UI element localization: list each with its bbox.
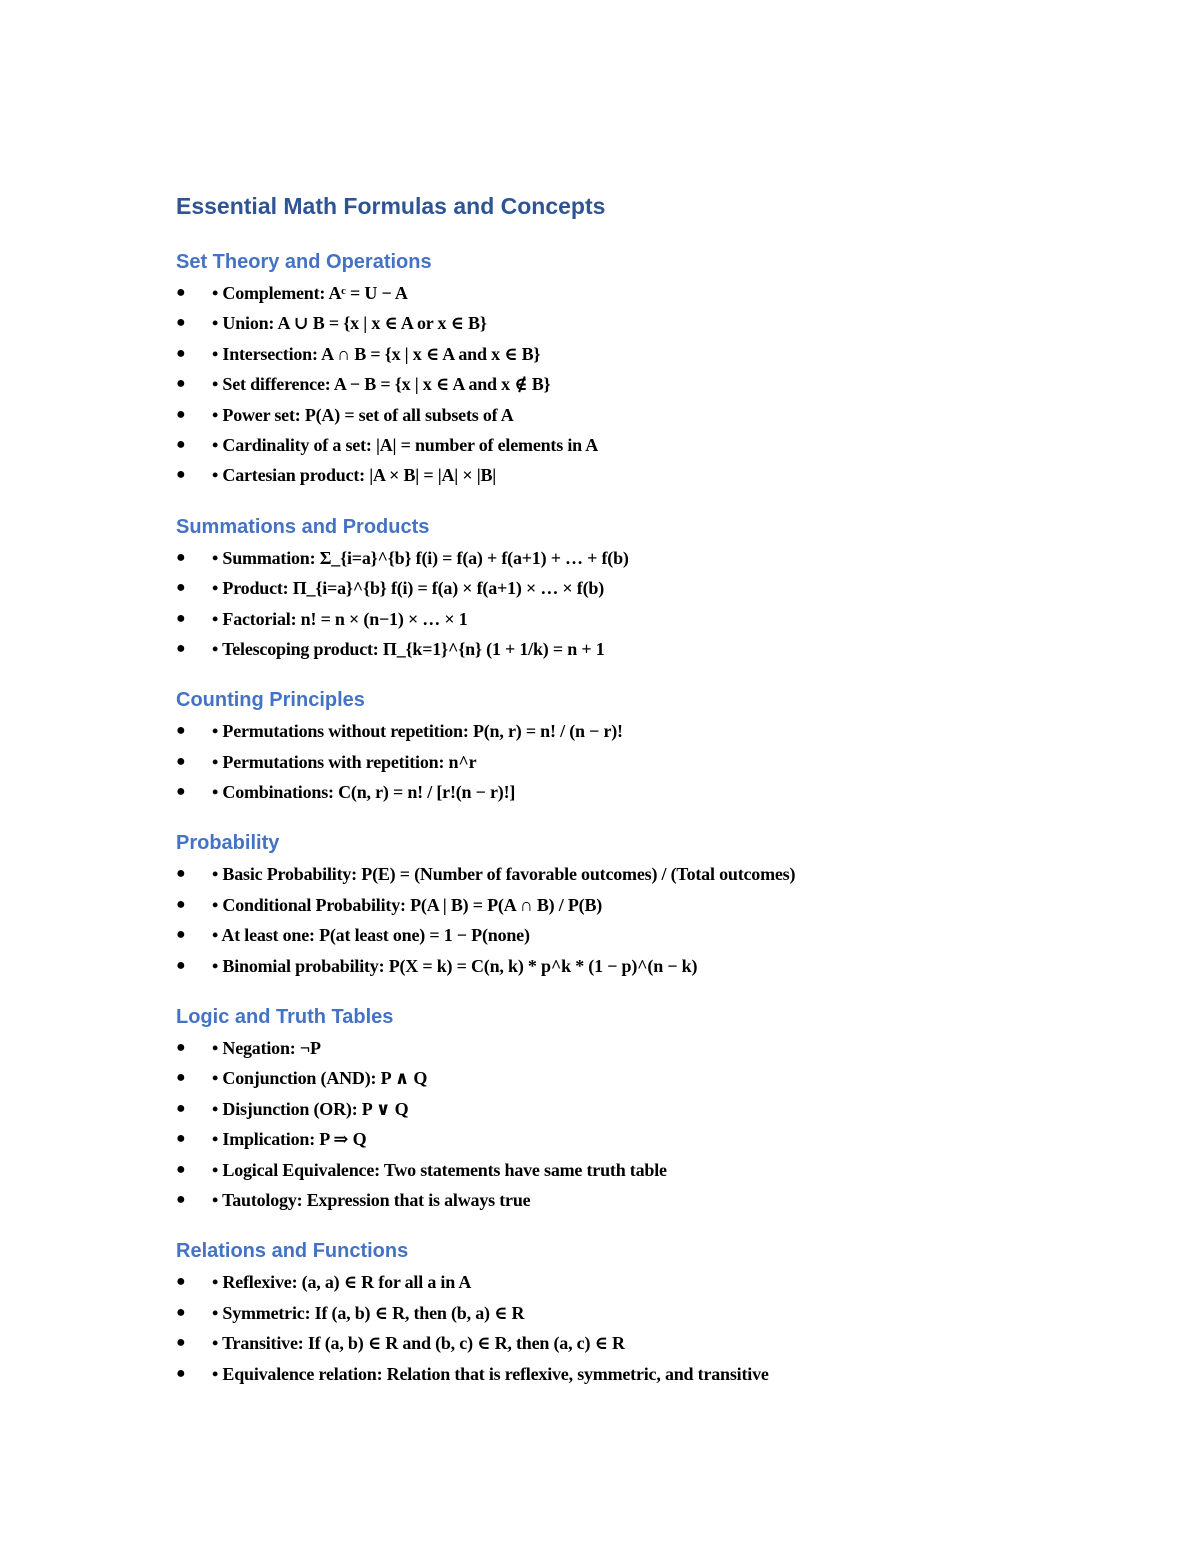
bullet-icon: ● <box>176 1099 186 1117</box>
bullet-icon: ● <box>176 1334 186 1352</box>
list-item-text: • Reflexive: (a, a) ∈ R for all a in A <box>212 1272 472 1293</box>
section-set-theory <box>176 246 1076 491</box>
formula-list <box>176 1033 1076 1215</box>
list-item <box>176 430 1076 460</box>
bullet-icon: ● <box>176 926 186 944</box>
list-item <box>176 278 1076 308</box>
list-item-text: • At least one: P(at least one) = 1 − P(none) <box>212 925 530 946</box>
bullet-icon: ● <box>176 609 186 627</box>
bullet-icon: ● <box>176 1069 186 1087</box>
list-item-text: • Factorial: n! = n × (n−1) × … × 1 <box>212 608 468 629</box>
list-item <box>176 573 1076 603</box>
list-item-text: • Set difference: A − B = {x | x ∈ A and x ∉ B} <box>212 374 551 395</box>
list-item <box>176 634 1076 664</box>
bullet-icon: ● <box>176 435 186 453</box>
section-counting <box>176 684 1076 807</box>
bullet-icon: ● <box>176 1303 186 1321</box>
bullet-icon: ● <box>176 1130 186 1148</box>
list-item-text: • Equivalence relation: Relation that is reflexive, symmetric, and transitive <box>212 1363 769 1384</box>
section-heading: Relations and Functions <box>176 1240 409 1263</box>
list-item-text: • Tautology: Expression that is always true <box>212 1189 531 1210</box>
list-item <box>176 859 1076 889</box>
list-item-text: • Implication: P ⇒ Q <box>212 1129 367 1150</box>
list-item <box>176 308 1076 338</box>
section-heading: Probability <box>176 832 280 855</box>
bullet-icon: ● <box>176 783 186 801</box>
list-item-text: • Conditional Probability: P(A | B) = P(A ∩ B) / P(B) <box>212 894 603 915</box>
list-item <box>176 1124 1076 1154</box>
bullet-icon: ● <box>176 466 186 484</box>
bullet-icon: ● <box>176 548 186 566</box>
formula-list <box>176 716 1076 807</box>
document-page <box>176 188 1076 1389</box>
list-item <box>176 951 1076 981</box>
list-item-text: • Summation: Σ_{i=a}^{b} f(i) = f(a) + f(a+1) + … + f(b) <box>212 547 629 568</box>
list-item <box>176 543 1076 573</box>
section-heading: Logic and Truth Tables <box>176 1006 394 1029</box>
list-item <box>176 1063 1076 1093</box>
list-item-text: • Basic Probability: P(E) = (Number of favorable outcomes) / (Total outcomes) <box>212 864 796 885</box>
bullet-icon: ● <box>176 405 186 423</box>
bullet-icon: ● <box>176 1190 186 1208</box>
list-item-text: • Product: Π_{i=a}^{b} f(i) = f(a) × f(a+1) × … × f(b) <box>212 578 604 599</box>
bullet-icon: ● <box>176 344 186 362</box>
section-heading: Summations and Products <box>176 515 430 538</box>
section-heading: Set Theory and Operations <box>176 251 432 273</box>
bullet-icon: ● <box>176 579 186 597</box>
list-item <box>176 369 1076 399</box>
list-item-text: • Union: A ∪ B = {x | x ∈ A or x ∈ B} <box>212 313 487 334</box>
list-item-text: • Negation: ¬P <box>212 1038 321 1059</box>
document-title: Essential Math Formulas and Concepts <box>176 193 606 219</box>
list-item <box>176 339 1076 369</box>
bullet-icon: ● <box>176 284 186 301</box>
bullet-icon: ● <box>176 639 186 657</box>
list-item-text: • Transitive: If (a, b) ∈ R and (b, c) ∈ R, then (a, c) ∈ R <box>212 1333 625 1354</box>
list-item-text: • Symmetric: If (a, b) ∈ R, then (b, a) ∈ R <box>212 1302 525 1323</box>
section-summations <box>176 511 1076 665</box>
list-item-text: • Intersection: A ∩ B = {x | x ∈ A and x ∈ B} <box>212 343 541 364</box>
formula-list <box>176 543 1076 665</box>
list-item <box>176 1185 1076 1215</box>
bullet-icon: ● <box>176 1364 186 1382</box>
list-item-text: • Cartesian product: |A × B| = |A| × |B| <box>212 465 497 486</box>
section-logic <box>176 1001 1076 1215</box>
list-item <box>176 460 1076 490</box>
list-item <box>176 890 1076 920</box>
list-item-text: • Logical Equivalence: Two statements have same truth table <box>212 1159 667 1180</box>
bullet-icon: ● <box>176 752 186 770</box>
list-item-text: • Complement: Aᶜ = U − A <box>212 283 408 303</box>
list-item-text: • Power set: P(A) = set of all subsets of A <box>212 404 514 425</box>
list-item <box>176 920 1076 950</box>
list-item <box>176 1328 1076 1358</box>
formula-list <box>176 859 1076 981</box>
list-item-text: • Disjunction (OR): P ∨ Q <box>212 1098 409 1119</box>
formula-list <box>176 1267 1076 1389</box>
bullet-icon: ● <box>176 314 186 332</box>
list-item-text: • Telescoping product: Π_{k=1}^{n} (1 + 1/k) = n + 1 <box>212 638 605 659</box>
list-item-text: • Permutations without repetition: P(n, r) = n! / (n − r)! <box>212 721 623 742</box>
list-item <box>176 1359 1076 1389</box>
formula-list <box>176 278 1076 491</box>
list-item <box>176 1298 1076 1328</box>
list-item <box>176 716 1076 746</box>
list-item-text: • Cardinality of a set: |A| = number of elements in A <box>212 434 599 455</box>
list-item <box>176 400 1076 430</box>
bullet-icon: ● <box>176 895 186 913</box>
bullet-icon: ● <box>176 1039 186 1057</box>
list-item-text: • Permutations with repetition: n^r <box>212 751 477 772</box>
bullet-icon: ● <box>176 865 186 883</box>
list-item <box>176 777 1076 807</box>
bullet-icon: ● <box>176 375 186 393</box>
bullet-icon: ● <box>176 956 186 974</box>
bullet-icon: ● <box>176 1160 186 1178</box>
section-probability <box>176 827 1076 981</box>
list-item <box>176 604 1076 634</box>
list-item <box>176 1155 1076 1185</box>
list-item <box>176 1094 1076 1124</box>
bullet-icon: ● <box>176 722 186 740</box>
bullet-icon: ● <box>176 1273 186 1291</box>
list-item <box>176 747 1076 777</box>
section-relations <box>176 1235 1076 1389</box>
list-item-text: • Combinations: C(n, r) = n! / [r!(n − r)!] <box>212 782 516 803</box>
list-item <box>176 1033 1076 1063</box>
list-item <box>176 1267 1076 1297</box>
list-item-text: • Binomial probability: P(X = k) = C(n, k) * p^k * (1 − p)^(n − k) <box>212 955 698 976</box>
list-item-text: • Conjunction (AND): P ∧ Q <box>212 1068 428 1089</box>
section-heading: Counting Principles <box>176 689 365 712</box>
